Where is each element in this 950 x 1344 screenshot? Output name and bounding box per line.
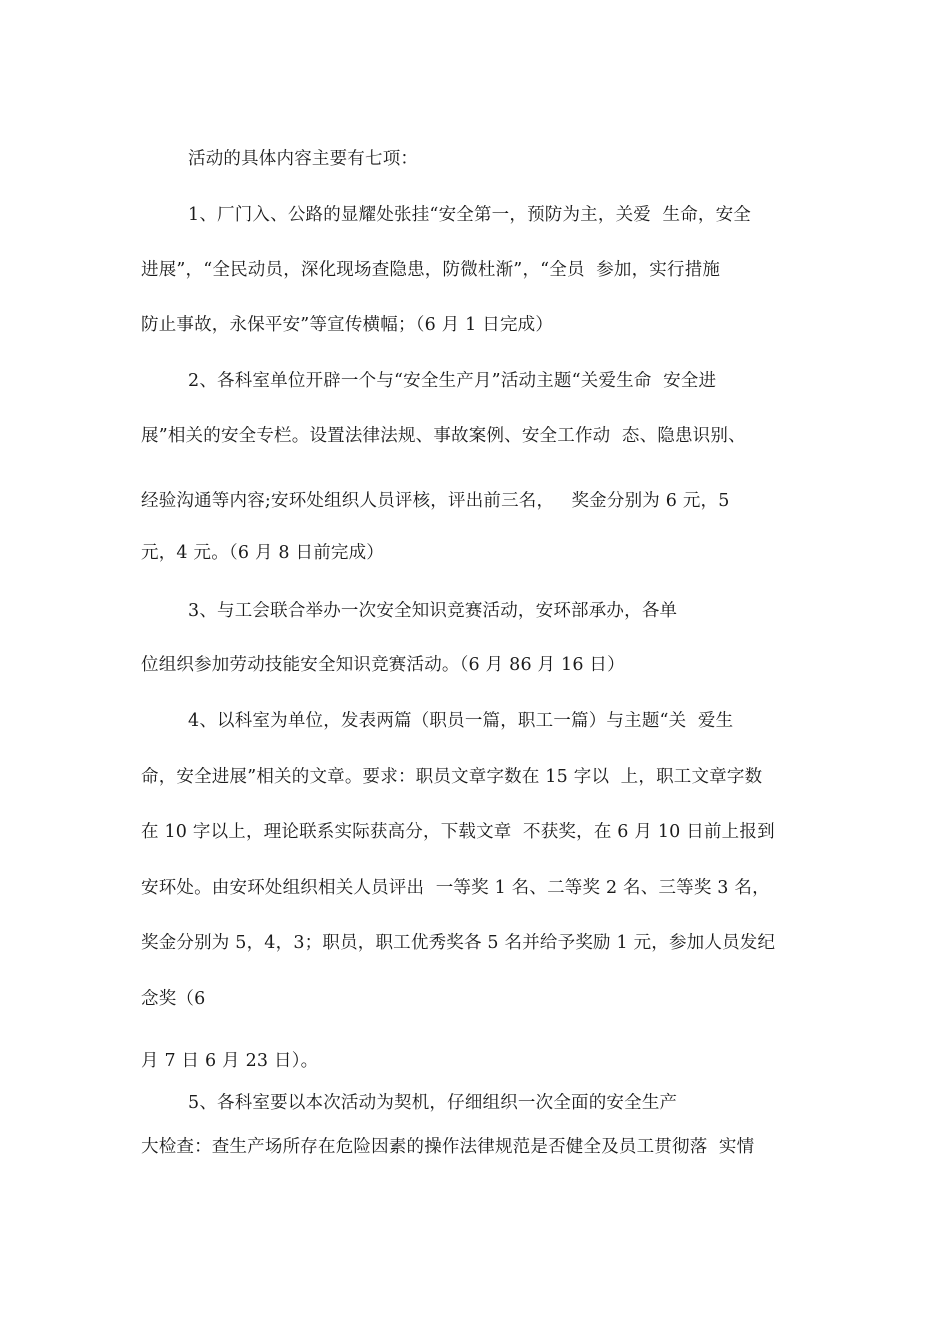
item-1-line-1: 1、厂门入、公路的显耀处张挂“安全第一，预防为主，关爱 生命，安全 xyxy=(188,205,752,225)
item-2-line-4: 元，4 元。（6 月 8 日前完成） xyxy=(141,543,385,563)
item-4-line-6: 念奖（6 xyxy=(141,989,206,1009)
item-3-line-2: 位组织参加劳动技能安全知识竞赛活动。（6 月 86 月 16 日） xyxy=(141,655,625,675)
item-4-line-5: 奖金分别为 5，4，3；职员，职工优秀奖各 5 名并给予奖励 1 元，参加人员发纪 xyxy=(141,933,776,953)
item-4-line-4: 安环处。由安环处组织相关人员评出 一等奖 1 名、二等奖 2 名、三等奖 3 名， xyxy=(141,878,770,898)
item-5-line-1: 5、各科室要以本次活动为契机，仔细组织一次全面的安全生产 xyxy=(188,1093,678,1113)
item-2-line-3: 经验沟通等内容;安环处组织人员评核，评出前三名， 奖金分别为 6 元，5 xyxy=(141,491,730,511)
item-4-line-7: 月 7 日 6 月 23 日）。 xyxy=(141,1051,319,1071)
item-2-line-1: 2、各科室单位开辟一个与“安全生产月”活动主题“关爱生命 安全进 xyxy=(188,371,717,391)
item-5-line-2: 大检查：查生产场所存在危险因素的操作法律规范是否健全及员工贯彻落 实情 xyxy=(141,1137,755,1157)
item-1-line-3: 防止事故，永保平安”等宣传横幅；（6 月 1 日完成） xyxy=(141,315,554,335)
item-1-line-2: 进展”，“全民动员，深化现场查隐患，防微杜渐”，“全员 参加，实行措施 xyxy=(141,260,721,280)
item-4-line-1: 4、以科室为单位，发表两篇（职员一篇，职工一篇）与主题“关 爱生 xyxy=(188,711,734,731)
item-2-line-2: 展”相关的安全专栏。设置法律法规、事故案例、安全工作动 态、隐患识别、 xyxy=(141,426,746,446)
item-3-line-1: 3、与工会联合举办一次安全知识竞赛活动，安环部承办，各单 xyxy=(188,601,678,621)
item-4-line-2: 命，安全进展”相关的文章。要求：职员文章字数在 15 字以 上，职工文章字数 xyxy=(141,767,763,787)
item-4-line-3: 在 10 字以上，理论联系实际获高分，下载文章 不获奖，在 6 月 10 日前上报到 xyxy=(141,822,775,842)
intro-line: 活动的具体内容主要有七项： xyxy=(188,149,419,169)
